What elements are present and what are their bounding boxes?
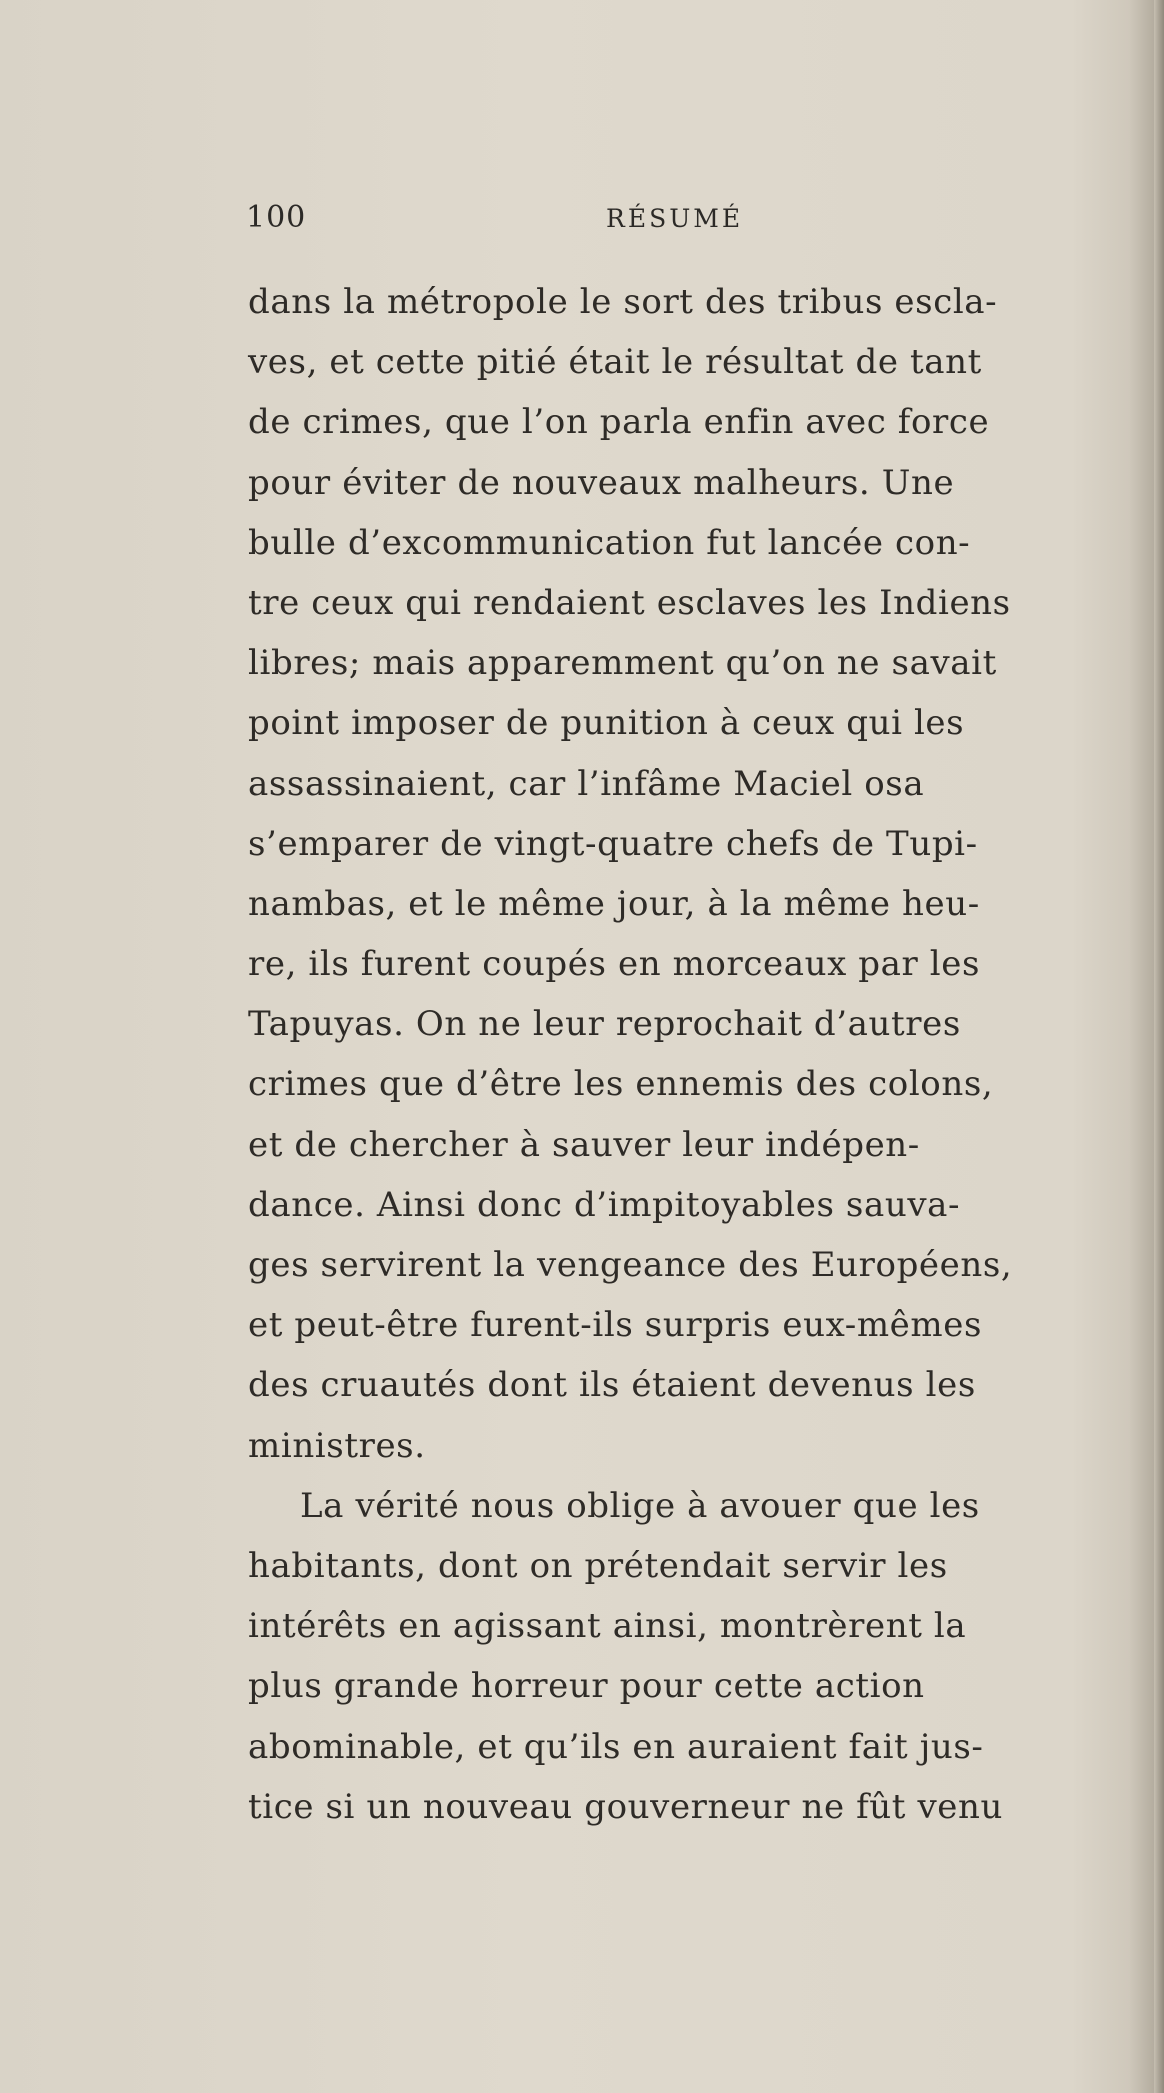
text-line: re, ils furent coupés en morceaux par les xyxy=(248,944,981,985)
text-line: dance. Ainsi donc d’impitoyables sauva- xyxy=(248,1184,961,1225)
text-line: point imposer de punition à ceux qui les xyxy=(248,703,965,744)
text-line: plus grande horreur pour cette action xyxy=(248,1666,925,1707)
page-edge-shadow xyxy=(1154,0,1164,2093)
running-head: RÉSUMÉ xyxy=(606,204,744,233)
text-line: crimes que d’être les ennemis des colons, xyxy=(248,1064,994,1105)
text-line: nambas, et le même jour, à la même heu- xyxy=(248,883,980,924)
text-line: et de chercher à sauver leur indépen- xyxy=(248,1124,920,1165)
text-line: et peut-être furent-ils surpris eux-mêmes xyxy=(248,1305,983,1346)
text-line: bulle d’excommunication fut lancée con- xyxy=(248,522,971,563)
text-line: s’emparer de vingt-quatre chefs de Tupi- xyxy=(248,823,978,864)
page-number: 100 xyxy=(246,200,307,235)
text-line: tre ceux qui rendaient esclaves les Indiens xyxy=(248,582,1011,623)
paragraph-start-line: La vérité nous oblige à avouer que les xyxy=(300,1485,980,1526)
text-line: assassinaient, car l’infâme Maciel osa xyxy=(248,763,925,804)
page-header xyxy=(246,200,1126,250)
text-line: dans la métropole le sort des tribus escla- xyxy=(248,282,998,322)
body-text xyxy=(248,272,1138,1837)
text-line: ves, et cette pitié était le résultat de tant xyxy=(248,342,982,383)
text-line: abominable, et qu’ils en auraient fait jus- xyxy=(248,1726,984,1767)
text-line: ges servirent la vengeance des Européens, xyxy=(248,1245,1013,1285)
text-line: des cruautés dont ils étaient devenus les xyxy=(248,1365,976,1406)
text-line: intérêts en agissant ainsi, montrèrent la xyxy=(248,1606,967,1647)
text-line: ministres. xyxy=(248,1425,426,1466)
text-line: tice si un nouveau gouverneur ne fût venu xyxy=(248,1786,1004,1827)
text-line: habitants, dont on prétendait servir les xyxy=(248,1545,948,1586)
text-line: de crimes, que l’on parla enfin avec force xyxy=(248,402,990,443)
text-line: libres; mais apparemment qu’on ne savait xyxy=(248,643,997,684)
text-line: pour éviter de nouveaux malheurs. Une xyxy=(248,462,955,503)
text-line: Tapuyas. On ne leur reprochait d’autres xyxy=(248,1004,961,1045)
